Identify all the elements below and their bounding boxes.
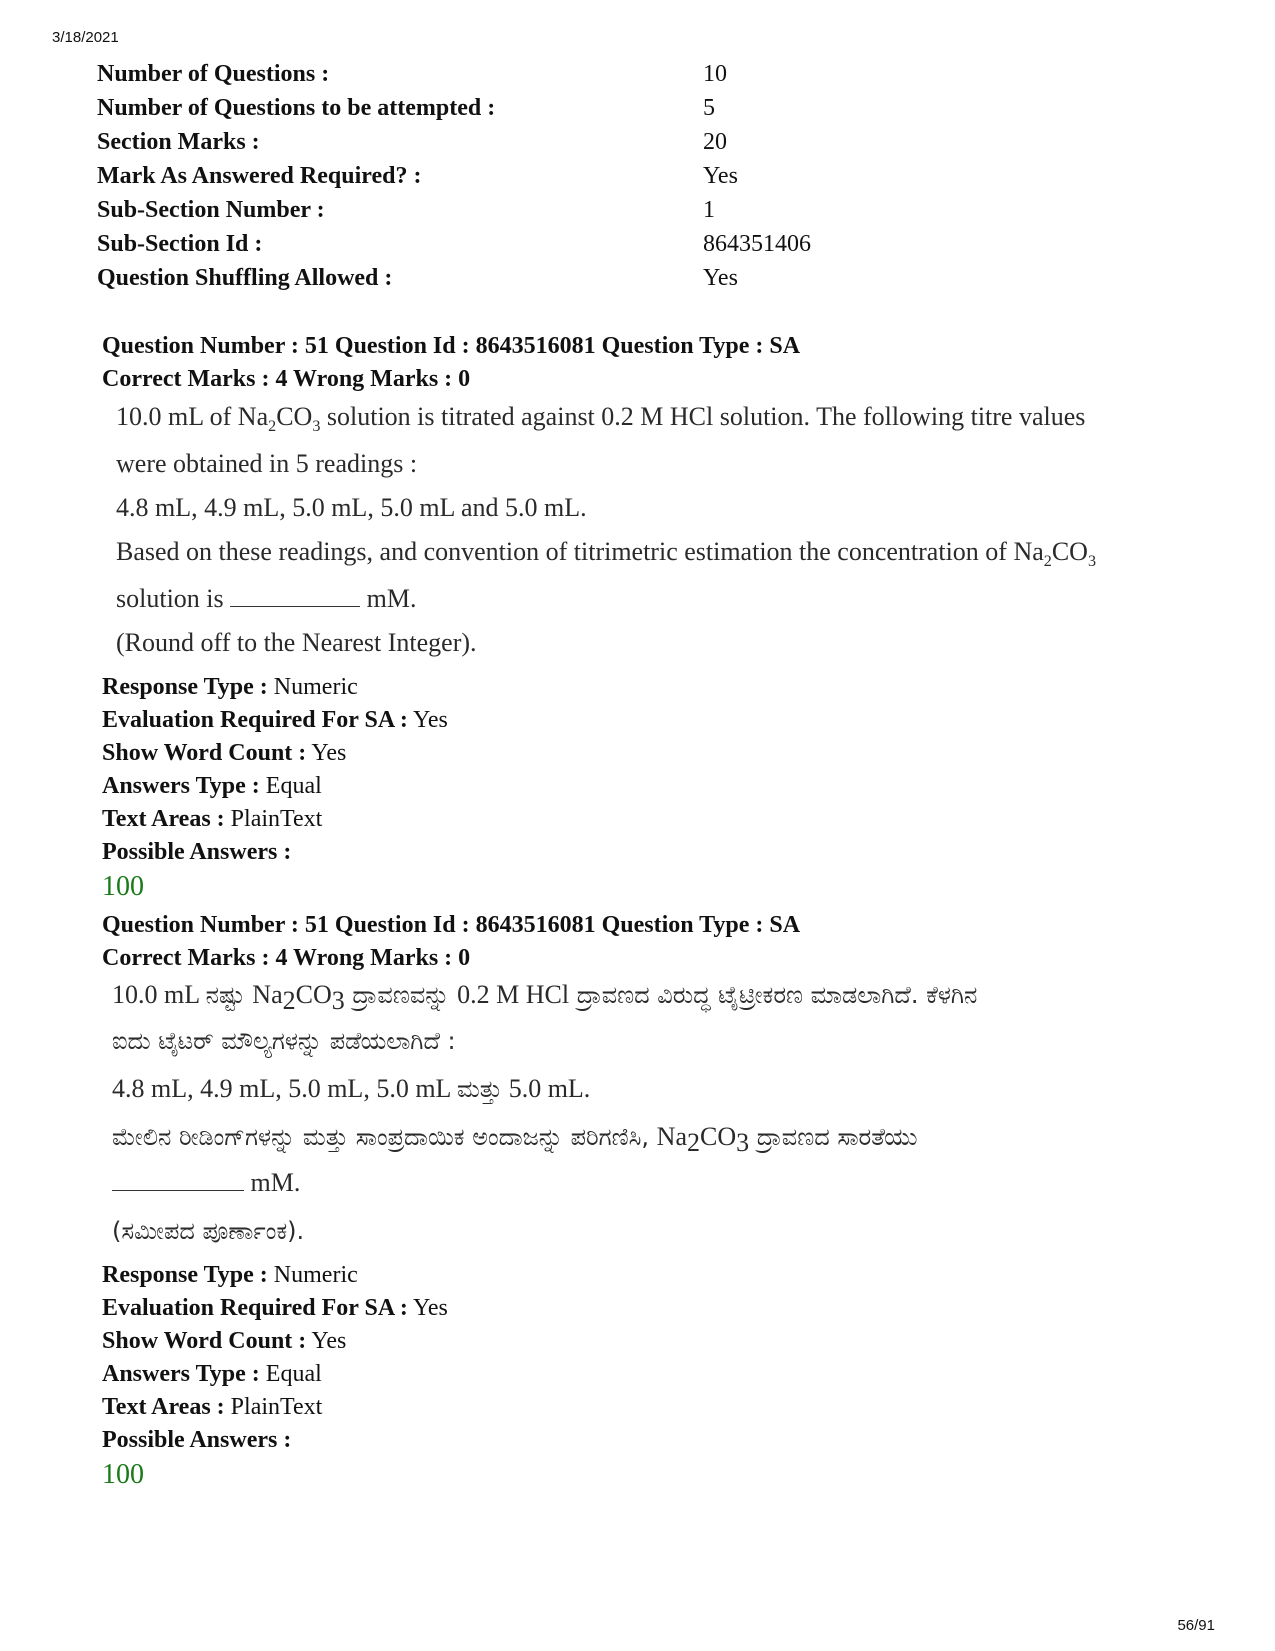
property-row: Answers Type : Equal: [102, 1360, 322, 1387]
subscript: 3: [312, 418, 321, 436]
property-row: Response Type : Numeric: [102, 674, 358, 701]
subscript: 2: [687, 1127, 700, 1157]
meta-value: 1: [703, 196, 715, 223]
subscript: 2: [282, 985, 296, 1015]
text-line: ಐದು ಟೈಟರ್ ಮೌಲ್ಯಗಳನ್ನು ಪಡೆಯಲಾಗಿದೆ :: [112, 1026, 456, 1055]
meta-value: Yes: [703, 162, 738, 189]
text-run: 10.0 mL of Na: [116, 402, 269, 431]
meta-value: 864351406: [703, 230, 811, 257]
text-run: CO: [276, 402, 313, 431]
text-run: mM.: [244, 1167, 301, 1197]
text-run: ದ್ರಾವಣದ ಸಾರತೆಯು: [749, 1122, 918, 1151]
text-run: mM.: [360, 584, 417, 614]
meta-row: [97, 227, 811, 261]
possible-answer: 100: [102, 1458, 144, 1490]
meta-row: [97, 159, 811, 193]
text-line: 4.8 mL, 4.9 mL, 5.0 mL, 5.0 mL and 5.0 mL.: [116, 493, 587, 523]
meta-label: Sub-Section Number :: [97, 196, 325, 223]
property-row: Answers Type : Equal: [102, 773, 322, 800]
text-run: ಮೇಲಿನ ರೀಡಿಂಗ್‌ಗಳನ್ನು ಮತ್ತು ಸಾಂಪ್ರದಾಯಿಕ ಅಂದಾಜನ್ನು ಪರಿಗಣಿಸಿ,: [112, 1122, 657, 1151]
property-row: Response Type : Numeric: [102, 1261, 358, 1288]
question-text: [102, 398, 1196, 661]
meta-row: [97, 125, 811, 159]
meta-label: Section Marks :: [97, 128, 260, 155]
meta-row: [97, 57, 811, 91]
question-block-english: [102, 330, 1196, 905]
meta-value: 5: [703, 94, 715, 121]
property-row: Text Areas : PlainText: [102, 806, 323, 833]
meta-row: [97, 261, 811, 295]
text-run: ನಷ್ಟು: [205, 981, 253, 1009]
property-row: Text Areas : PlainText: [102, 1393, 323, 1420]
text-run: 10.0 mL: [112, 980, 206, 1009]
text-run: ಮತ್ತು: [456, 1074, 503, 1103]
question-properties: [102, 671, 1196, 869]
meta-label: Number of Questions :: [97, 60, 330, 87]
text-run: ದ್ರಾವಣದ ವಿರುದ್ಧ ಟೈಟ್ರೀಕರಣ ಮಾಡಲಾಗಿದೆ. ಕೆಳಗಿನ: [569, 981, 978, 1009]
subscript: 3: [1087, 553, 1097, 571]
subscript: 2: [1043, 553, 1052, 571]
subscript: 2: [268, 418, 277, 436]
question-marks: Correct Marks : 4 Wrong Marks : 0: [102, 366, 471, 392]
property-row: Evaluation Required For SA : Yes: [102, 1294, 448, 1321]
text-run: ದ್ರಾವಣವನ್ನು: [344, 981, 458, 1009]
meta-label: Question Shuffling Allowed :: [97, 264, 393, 291]
property-row: Possible Answers :: [102, 1426, 292, 1453]
page-number: 56/91: [1177, 1617, 1215, 1634]
question-header: Question Number : 51 Question Id : 8643516081 Question Type : SA: [102, 912, 801, 938]
subscript: 3: [331, 985, 345, 1015]
property-row: Evaluation Required For SA : Yes: [102, 707, 448, 734]
text-run: 0.2 M HCl: [457, 980, 570, 1009]
meta-label: Number of Questions to be attempted :: [97, 94, 496, 121]
text-line: (Round off to the Nearest Integer).: [116, 628, 477, 658]
text-run: CO: [1051, 537, 1088, 567]
meta-value: Yes: [703, 264, 738, 291]
answer-blank: [230, 586, 360, 607]
meta-value: 10: [703, 60, 727, 87]
meta-label: Mark As Answered Required? :: [97, 162, 422, 189]
property-row: Show Word Count : Yes: [102, 1327, 347, 1354]
meta-label: Sub-Section Id :: [97, 230, 263, 257]
question-block-kannada: [102, 909, 1187, 1493]
subscript: 3: [736, 1127, 750, 1157]
print-date: 3/18/2021: [52, 29, 119, 46]
text-line: were obtained in 5 readings :: [116, 449, 418, 479]
text-run: CO: [700, 1121, 737, 1151]
text-run: Based on these readings, and convention of titrimetric estimation the concentration of Na: [116, 537, 1044, 567]
property-row: Possible Answers :: [102, 839, 292, 866]
meta-row: [97, 91, 811, 125]
answer-blank: [112, 1170, 244, 1191]
question-marks: Correct Marks : 4 Wrong Marks : 0: [102, 945, 471, 971]
text-run: 5.0 mL.: [502, 1073, 591, 1103]
meta-row: [97, 193, 811, 227]
property-row: Show Word Count : Yes: [102, 740, 347, 767]
text-run: Na: [252, 980, 283, 1009]
question-properties: [102, 1259, 1187, 1457]
section-meta-table: [97, 57, 811, 295]
text-line: (ಸಮೀಪದ ಪೂರ್ಣಾಂಕ).: [112, 1216, 305, 1245]
text-run: solution is: [116, 584, 231, 614]
meta-value: 20: [703, 128, 727, 155]
text-run: Na: [656, 1121, 687, 1151]
text-run: 4.8 mL, 4.9 mL, 5.0 mL, 5.0 mL: [112, 1073, 457, 1103]
text-run: solution is titrated against 0.2 M HCl solution. The following titre values: [320, 402, 1086, 431]
text-run: CO: [295, 980, 332, 1009]
possible-answer: 100: [102, 871, 144, 903]
question-text: [102, 975, 1187, 1251]
question-header: Question Number : 51 Question Id : 8643516081 Question Type : SA: [102, 333, 801, 359]
